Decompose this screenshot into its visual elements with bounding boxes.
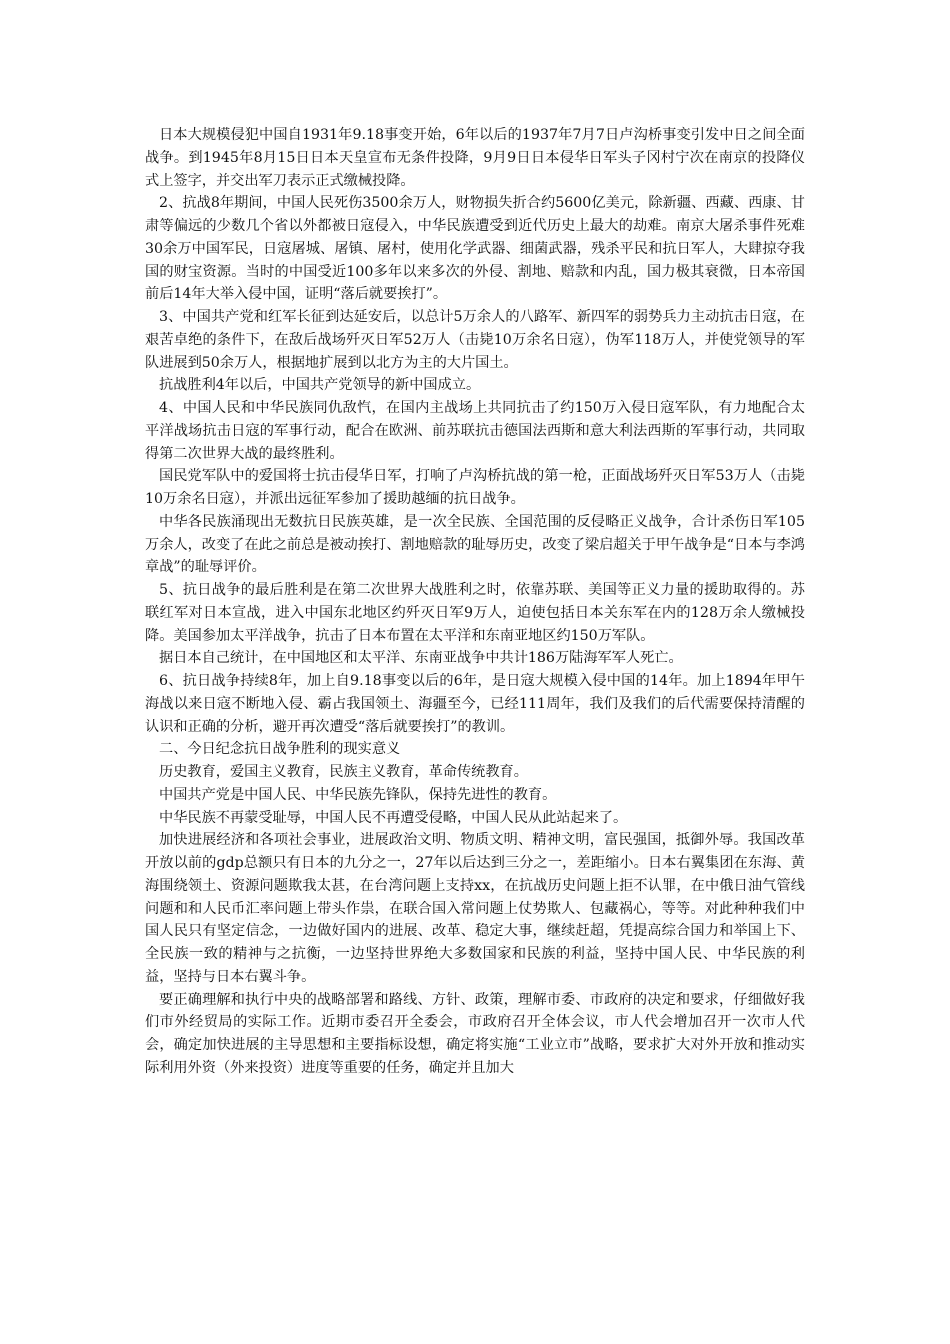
- paragraph: 加快进展经济和各项社会事业，进展政治文明、物质文明、精神文明，富民强国，抵御外辱。我国改革开放以前的gdp总额只有日本的九分之一，27年以后达到三分之一，差距缩小。日本右翼集团在东海、黄海围绕领土、资源问题欺我太甚，在台湾问题上支持xx，在抗战历史问题上拒不认罪，在中俄日油气管线问题和和人民币汇率问题上带头作祟，在联合国入常问题上仗势欺人、包藏祸心，等等。对此种种我们中国人民只有坚定信念，一边做好国内的进展、改革、稳定大事，继续赶超，凭提高综合国力和举国上下、全民族一致的精神与之抗衡，一边坚持世界绝大多数国家和民族的利益，坚持中国人民、中华民族的利益，坚持与日本右翼斗争。: [145, 832, 805, 985]
- paragraph: 据日本自己统计，在中国地区和太平洋、东南亚战争中共计186万陆海军军人死亡。: [159, 650, 683, 667]
- paragraph: 中国共产党是中国人民、中华民族先锋队，保持先进性的教育。: [159, 786, 557, 803]
- document-body: [145, 124, 805, 1080]
- paragraph: 日本大规模侵犯中国自1931年9.18事变开始，6年以后的1937年7月7日卢沟桥事变引发中日之间全面战争。到1945年8月15日日本天皇宣布无条件投降，9月9日日本侵华日军头子冈村宁次在南京的投降仪式上签字，并交出军刀表示正式缴械投降。: [145, 127, 805, 189]
- paragraph: 3、中国共产党和红军长征到达延安后，以总计5万余人的八路军、新四军的弱势兵力主动抗击日寇，在艰苦卓绝的条件下，在敌后战场歼灭日军52万人（击毙10万余名日寇），伪军118万人，并使党领导的军队进展到50余万人，根据地扩展到以北方为主的大片国土。: [145, 309, 805, 371]
- paragraph: 国民党军队中的爱国将士抗击侵华日军，打响了卢沟桥抗战的第一枪，正面战场歼灭日军53万人（击毙10万余名日寇），并派出远征军参加了援助越缅的抗日战争。: [145, 468, 805, 507]
- paragraph: 2、抗战8年期间，中国人民死伤3500余万人，财物损失折合约5600亿美元，除新疆、西藏、西康、甘肃等偏远的少数几个省以外都被日寇侵入，中华民族遭受到近代历史上最大的劫难。南京大屠杀事件死难30余万中国军民，日寇屠城、屠镇、屠村，使用化学武器、细菌武器，残杀平民和抗日军人，大肆掠夺我国的财宝资源。当时的中国受近100多年以来多次的外侵、割地、赔款和内乱，国力极其衰微，日本帝国前后14年大举入侵中国，证明“落后就要挨打”。: [145, 195, 805, 303]
- paragraph: 要正确理解和执行中央的战略部署和路线、方针、政策，理解市委、市政府的决定和要求，仔细做好我们市外经贸局的实际工作。近期市委召开全委会，市政府召开全体会议，市人代会增加召开一次市人代会，确定加快进展的主导思想和主要指标设想，确定将实施“工业立市”战略，要求扩大对外开放和推动实际利用外资（外来投资）进度等重要的任务，确定并且加大: [145, 991, 805, 1076]
- paragraph: 中华民族不再蒙受耻辱，中国人民不再遭受侵略，中国人民从此站起来了。: [159, 809, 628, 826]
- paragraph: 4、中国人民和中华民族同仇敌忾，在国内主战场上共同抗击了约150万入侵日寇军队，有力地配合太平洋战场抗击日寇的军事行动，配合在欧洲、前苏联抗击德国法西斯和意大利法西斯的军事行动，共同取得第二次世界大战的最终胜利。: [145, 400, 805, 462]
- section-heading: 二、今日纪念抗日战争胜利的现实意义: [159, 741, 401, 758]
- paragraph: 抗战胜利4年以后，中国共产党领导的新中国成立。: [159, 377, 481, 394]
- paragraph: 6、抗日战争持续8年，加上自9.18事变以后的6年，是日寇大规模入侵中国的14年。加上1894年甲午海战以来日寇不断地入侵、霸占我国领土、海疆至今，已经111周年，我们及我们的后代需要保持清醒的认识和正确的分析，避开再次遭受“落后就要挨打”的教训。: [145, 673, 805, 735]
- paragraph: 5、抗日战争的最后胜利是在第二次世界大战胜利之时，依靠苏联、美国等正义力量的援助取得的。苏联红军对日本宣战，进入中国东北地区约歼灭日军9万人，迫使包括日本关东军在内的128万余人缴械投降。美国参加太平洋战争，抗击了日本布置在太平洋和东南亚地区约150万军队。: [145, 582, 805, 644]
- paragraph: 中华各民族涌现出无数抗日民族英雄，是一次全民族、全国范围的反侵略正义战争，合计杀伤日军105万余人，改变了在此之前总是被动挨打、割地赔款的耻辱历史，改变了梁启超关于甲午战争是“日本与李鸿章战”的耻辱评价。: [145, 513, 805, 576]
- paragraph: 历史教育，爱国主义教育，民族主义教育，革命传统教育。: [159, 764, 528, 780]
